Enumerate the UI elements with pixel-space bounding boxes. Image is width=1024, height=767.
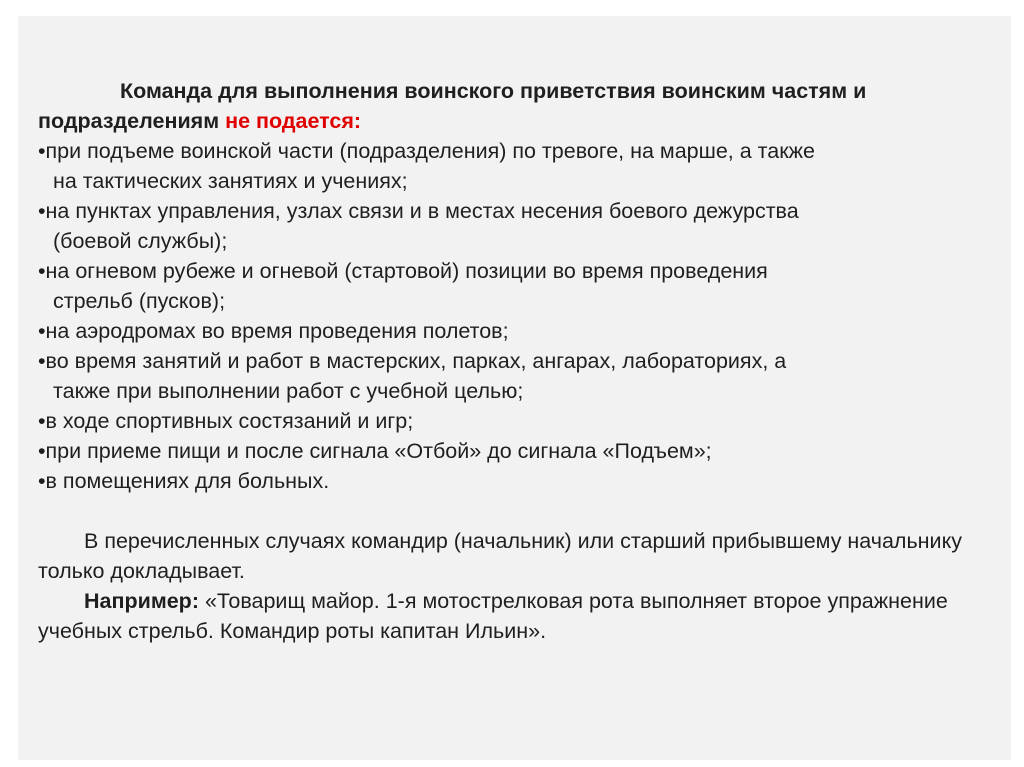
list-item-line1: при подъеме воинской части (подразделения) по тревоге, на марше, а также (45, 139, 815, 163)
example-text: «Товарищ майор. 1-я мотострелковая рота выполняет второе упражнение учебных стрельб. Командир роты капитан Ильин». (38, 589, 948, 643)
list-item-line2: на тактических занятиях и учениях; (53, 169, 408, 193)
list-item-line2: стрельб (пусков); (53, 289, 226, 313)
slide-content (38, 76, 1008, 646)
list-item-line1: в ходе спортивных состязаний и игр; (45, 409, 414, 433)
bullet: • (38, 439, 46, 463)
bullet: • (38, 259, 46, 283)
bullet: • (38, 199, 46, 223)
list-item-line1: на огневом рубеже и огневой (стартовой) позиции во время проведения (45, 259, 768, 283)
heading-highlight: не подается: (225, 109, 362, 133)
example-paragraph (38, 586, 1008, 646)
content-panel (18, 16, 1011, 760)
list-item (38, 136, 1008, 196)
bullet: • (38, 139, 46, 163)
list-item (38, 316, 1008, 346)
list-item (38, 346, 1008, 406)
bullet: • (38, 319, 46, 343)
exceptions-list (38, 136, 1008, 496)
heading-text: Команда для выполнения воинского приветствия воинским частям и подразделениям (38, 79, 867, 133)
bullet: • (38, 409, 46, 433)
heading (38, 76, 1008, 136)
list-item-line1: при приеме пищи и после сигнала «Отбой» до сигнала «Подъем»; (45, 439, 712, 463)
bullet: • (38, 469, 46, 493)
report-paragraph: В перечисленных случаях командир (начальник) или старший прибывшему начальнику только докладывает. (38, 529, 962, 583)
list-item (38, 196, 1008, 256)
list-item-line1: во время занятий и работ в мастерских, парках, ангарах, лабораториях, а (45, 349, 787, 373)
list-item (38, 256, 1008, 316)
bullet: • (38, 349, 46, 373)
list-item-line1: на аэродромах во время проведения полетов; (45, 319, 509, 343)
list-item-line1: в помещениях для больных. (45, 469, 330, 493)
list-item (38, 466, 1008, 496)
list-item-line2: также при выполнении работ с учебной целью; (53, 379, 524, 403)
list-item-line2: (боевой службы); (53, 229, 228, 253)
list-item (38, 436, 1008, 466)
list-item-line1: на пунктах управления, узлах связи и в местах несения боевого дежурства (45, 199, 799, 223)
example-label: Например: (84, 589, 199, 613)
list-item (38, 406, 1008, 436)
